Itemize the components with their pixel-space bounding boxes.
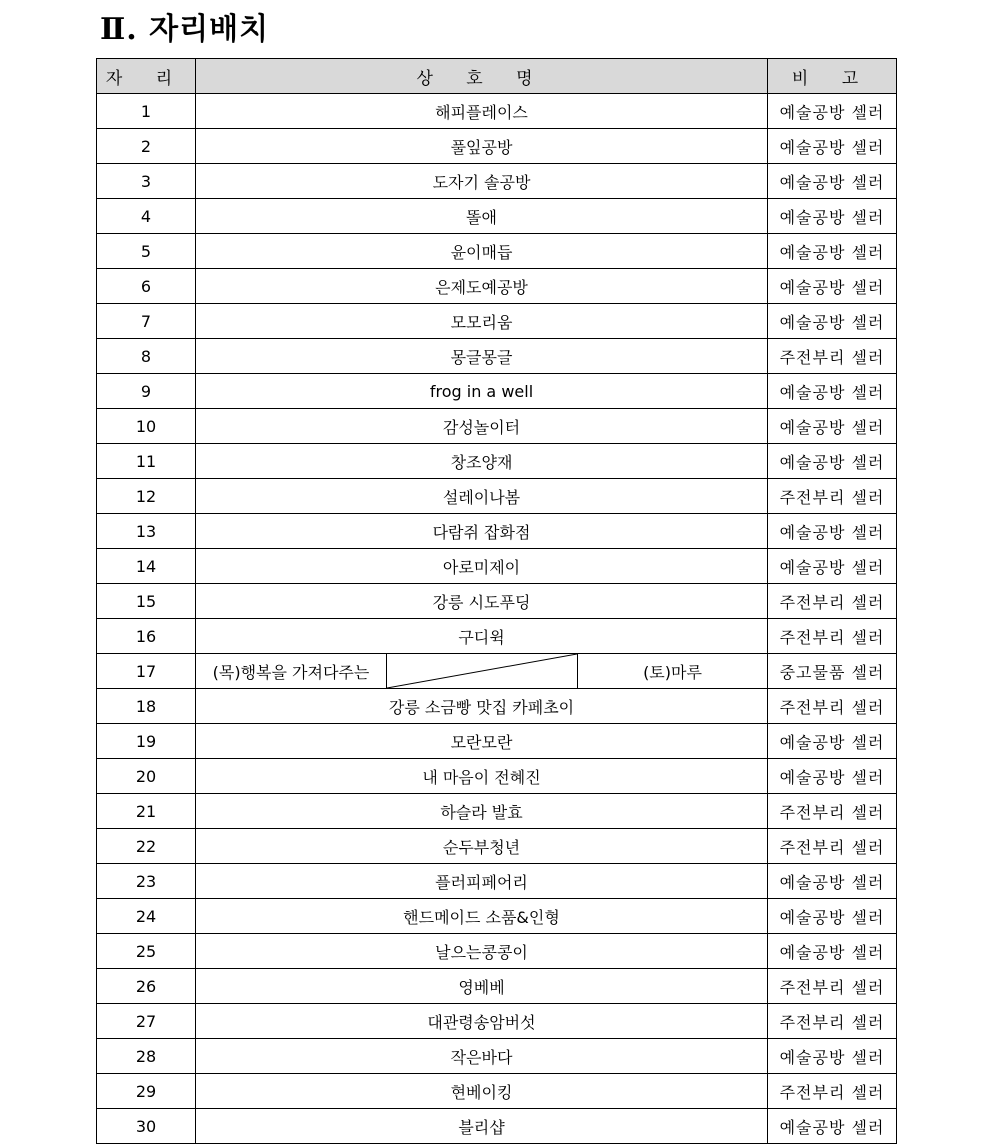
table-row bbox=[97, 304, 897, 339]
seat-number: 7 bbox=[97, 304, 196, 339]
shop-name: frog in a well bbox=[196, 374, 768, 409]
table-row bbox=[97, 444, 897, 479]
seat-number: 18 bbox=[97, 689, 196, 724]
shop-name bbox=[196, 654, 768, 689]
seller-type: 예술공방 셀러 bbox=[768, 1109, 897, 1144]
seat-number: 13 bbox=[97, 514, 196, 549]
table-row bbox=[97, 269, 897, 304]
shop-name-saturday: (토)마루 bbox=[643, 662, 702, 682]
seller-type: 예술공방 셀러 bbox=[768, 934, 897, 969]
shop-name: 내 마음이 전혜진 bbox=[196, 759, 768, 794]
seller-type: 예술공방 셀러 bbox=[768, 514, 897, 549]
seller-type: 예술공방 셀러 bbox=[768, 129, 897, 164]
seller-type: 주전부리 셀러 bbox=[768, 689, 897, 724]
seller-type: 예술공방 셀러 bbox=[768, 1039, 897, 1074]
seller-type: 예술공방 셀러 bbox=[768, 234, 897, 269]
seller-type: 예술공방 셀러 bbox=[768, 269, 897, 304]
seat-number: 26 bbox=[97, 969, 196, 1004]
seller-type: 예술공방 셀러 bbox=[768, 164, 897, 199]
seller-type: 예술공방 셀러 bbox=[768, 759, 897, 794]
header-name: 상 호 명 bbox=[196, 59, 768, 94]
seller-type: 주전부리 셀러 bbox=[768, 1074, 897, 1109]
seat-number: 5 bbox=[97, 234, 196, 269]
seat-number: 17 bbox=[97, 654, 196, 689]
seller-type: 예술공방 셀러 bbox=[768, 864, 897, 899]
seat-number: 30 bbox=[97, 1109, 196, 1144]
seller-type: 예술공방 셀러 bbox=[768, 549, 897, 584]
seat-number: 24 bbox=[97, 899, 196, 934]
table-row bbox=[97, 689, 897, 724]
seat-number: 28 bbox=[97, 1039, 196, 1074]
shop-name: 날으는콩콩이 bbox=[196, 934, 768, 969]
shop-name: 창조양재 bbox=[196, 444, 768, 479]
seller-type: 예술공방 셀러 bbox=[768, 304, 897, 339]
seller-type: 주전부리 셀러 bbox=[768, 584, 897, 619]
shop-name: 해피플레이스 bbox=[196, 94, 768, 129]
table-row bbox=[97, 724, 897, 759]
seat-number: 2 bbox=[97, 129, 196, 164]
table-row bbox=[97, 584, 897, 619]
seller-type: 중고물품 셀러 bbox=[768, 654, 897, 689]
shop-name: 블리샵 bbox=[196, 1109, 768, 1144]
shop-name: 하슬라 발효 bbox=[196, 794, 768, 829]
seat-number: 29 bbox=[97, 1074, 196, 1109]
shop-name: 작은바다 bbox=[196, 1039, 768, 1074]
table-row bbox=[97, 934, 897, 969]
header-note: 비 고 bbox=[768, 59, 897, 94]
shop-name: 똘애 bbox=[196, 199, 768, 234]
seat-number: 3 bbox=[97, 164, 196, 199]
seller-type: 예술공방 셀러 bbox=[768, 899, 897, 934]
table-row bbox=[97, 514, 897, 549]
seat-number: 15 bbox=[97, 584, 196, 619]
seat-number: 6 bbox=[97, 269, 196, 304]
seat-number: 14 bbox=[97, 549, 196, 584]
header-seat: 자 리 bbox=[97, 59, 196, 94]
shop-name: 윤이매듭 bbox=[196, 234, 768, 269]
table-row bbox=[97, 899, 897, 934]
table-row bbox=[97, 1039, 897, 1074]
seller-type: 예술공방 셀러 bbox=[768, 374, 897, 409]
seat-number: 19 bbox=[97, 724, 196, 759]
seat-number: 27 bbox=[97, 1004, 196, 1039]
table-row bbox=[97, 234, 897, 269]
shop-name: 구디윅 bbox=[196, 619, 768, 654]
seat-number: 16 bbox=[97, 619, 196, 654]
shop-name: 강릉 시도푸딩 bbox=[196, 584, 768, 619]
shop-name: 핸드메이드 소품&인형 bbox=[196, 899, 768, 934]
seat-number: 9 bbox=[97, 374, 196, 409]
table-row bbox=[97, 374, 897, 409]
seat-number: 11 bbox=[97, 444, 196, 479]
table-row bbox=[97, 794, 897, 829]
seller-type: 예술공방 셀러 bbox=[768, 444, 897, 479]
seller-type: 주전부리 셀러 bbox=[768, 829, 897, 864]
seller-type: 예술공방 셀러 bbox=[768, 94, 897, 129]
empty-diagonal-cell bbox=[386, 654, 578, 688]
table-row bbox=[97, 829, 897, 864]
shop-name: 감성놀이터 bbox=[196, 409, 768, 444]
shop-name: 은제도예공방 bbox=[196, 269, 768, 304]
table-row bbox=[97, 339, 897, 374]
table-row bbox=[97, 164, 897, 199]
shop-name: 대관령송암버섯 bbox=[196, 1004, 768, 1039]
seat-number: 21 bbox=[97, 794, 196, 829]
shop-name: 아로미제이 bbox=[196, 549, 768, 584]
shop-name: 다람쥐 잡화점 bbox=[196, 514, 768, 549]
table-row bbox=[97, 129, 897, 164]
seller-type: 주전부리 셀러 bbox=[768, 619, 897, 654]
shop-name: 순두부청년 bbox=[196, 829, 768, 864]
table-row bbox=[97, 969, 897, 1004]
table-row bbox=[97, 654, 897, 689]
table-row bbox=[97, 549, 897, 584]
shop-name: 풀잎공방 bbox=[196, 129, 768, 164]
shop-name: 현베이킹 bbox=[196, 1074, 768, 1109]
seat-number: 20 bbox=[97, 759, 196, 794]
seat-number: 23 bbox=[97, 864, 196, 899]
table-row bbox=[97, 759, 897, 794]
table-row bbox=[97, 479, 897, 514]
table-row bbox=[97, 619, 897, 654]
seller-type: 주전부리 셀러 bbox=[768, 479, 897, 514]
seat-number: 10 bbox=[97, 409, 196, 444]
table-row bbox=[97, 409, 897, 444]
shop-name: 영베베 bbox=[196, 969, 768, 1004]
seller-type: 주전부리 셀러 bbox=[768, 1004, 897, 1039]
shop-name: 모모리움 bbox=[196, 304, 768, 339]
seller-type: 예술공방 셀러 bbox=[768, 199, 897, 234]
shop-name: 도자기 솔공방 bbox=[196, 164, 768, 199]
seat-number: 1 bbox=[97, 94, 196, 129]
shop-name-thursday: (목)행복을 가져다주는 bbox=[212, 662, 370, 682]
seat-number: 12 bbox=[97, 479, 196, 514]
table-row bbox=[97, 94, 897, 129]
shop-name: 설레이나봄 bbox=[196, 479, 768, 514]
seat-number: 25 bbox=[97, 934, 196, 969]
table-header-row bbox=[97, 59, 897, 94]
seller-type: 예술공방 셀러 bbox=[768, 409, 897, 444]
shop-name: 몽글몽글 bbox=[196, 339, 768, 374]
seller-type: 예술공방 셀러 bbox=[768, 724, 897, 759]
seating-table bbox=[96, 58, 897, 1144]
page-title: Ⅱ. 자리배치 bbox=[100, 12, 270, 47]
table-row bbox=[97, 864, 897, 899]
seller-type: 주전부리 셀러 bbox=[768, 969, 897, 1004]
shop-name: 플러피페어리 bbox=[196, 864, 768, 899]
seat-number: 4 bbox=[97, 199, 196, 234]
table-row bbox=[97, 1109, 897, 1144]
seat-number: 8 bbox=[97, 339, 196, 374]
seller-type: 주전부리 셀러 bbox=[768, 794, 897, 829]
shop-name: 강릉 소금빵 맛집 카페초이 bbox=[196, 689, 768, 724]
table-row bbox=[97, 1004, 897, 1039]
seat-number: 22 bbox=[97, 829, 196, 864]
table-body bbox=[97, 94, 897, 1144]
shop-name: 모란모란 bbox=[196, 724, 768, 759]
table-row bbox=[97, 199, 897, 234]
table-row bbox=[97, 1074, 897, 1109]
seller-type: 주전부리 셀러 bbox=[768, 339, 897, 374]
